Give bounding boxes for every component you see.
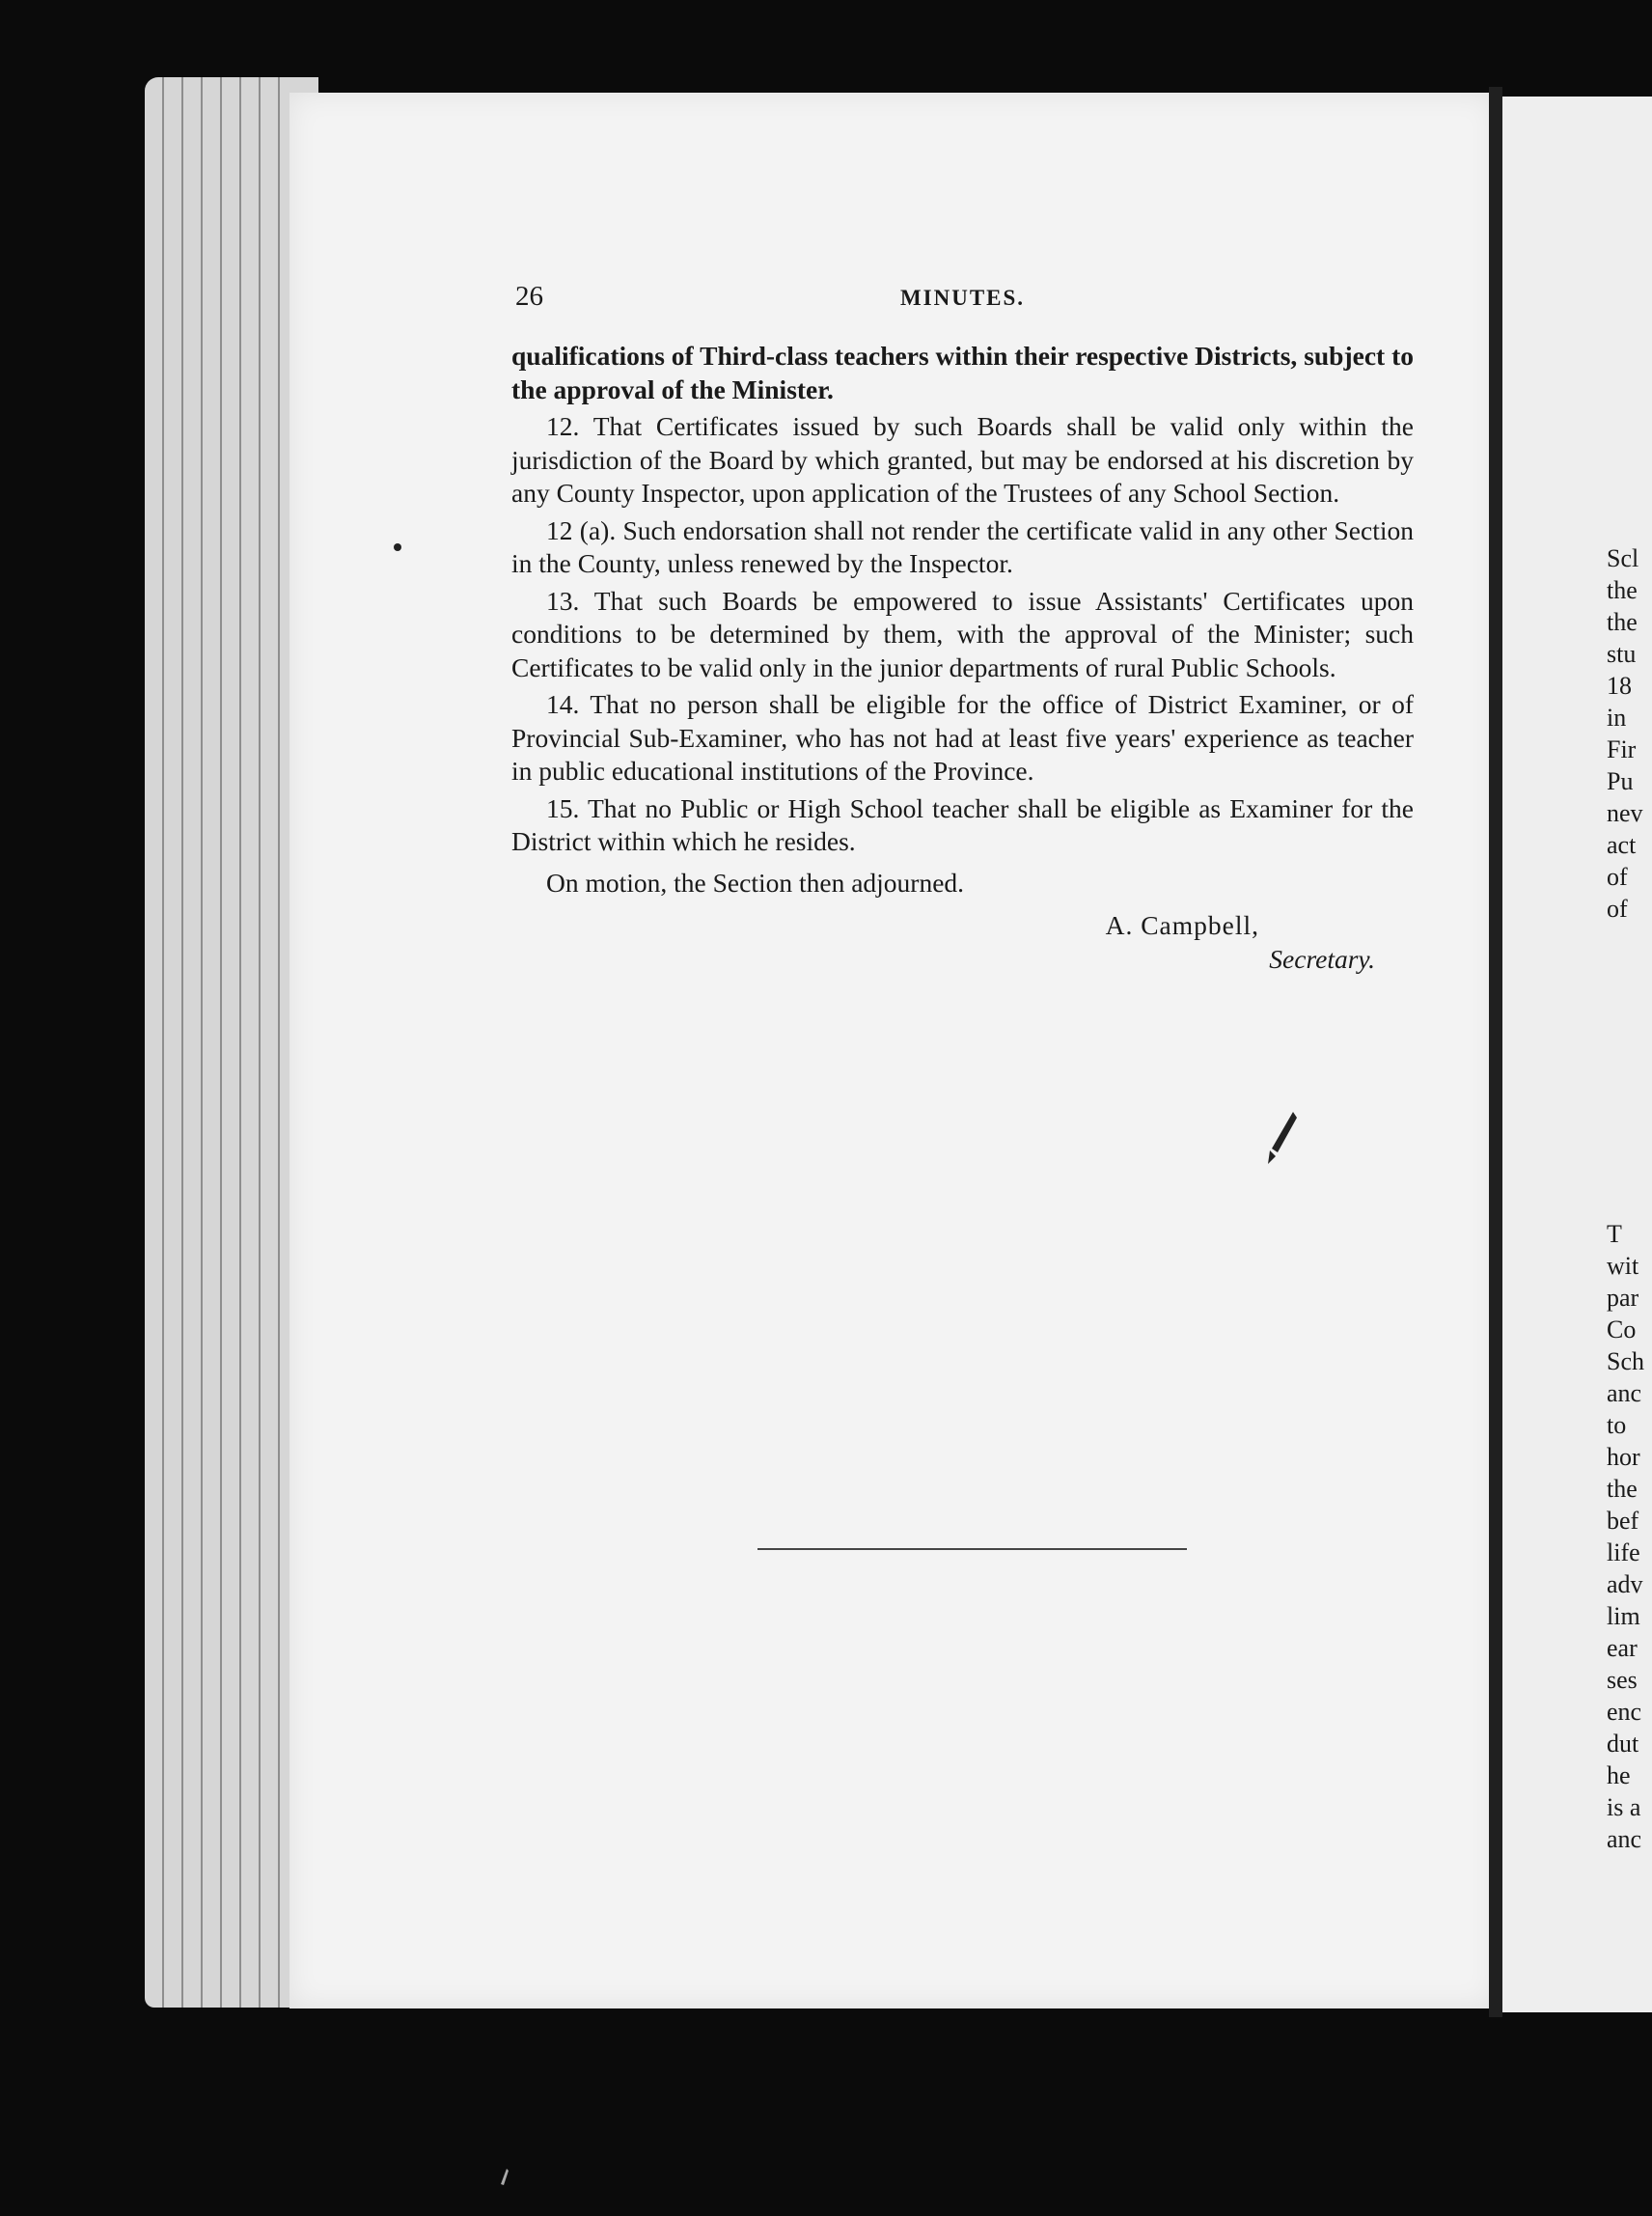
right-fragment: he: [1607, 1761, 1631, 1789]
right-fragment: stu: [1607, 640, 1637, 668]
paragraph-12a: 12 (a). Such endorsation shall not render the certificate valid in any other Section in the County, unless renewed by the Inspector.: [511, 514, 1414, 578]
page-edge-line: [259, 77, 261, 2008]
paragraph-15: 15. That no Public or High School teacher shall be eligible as Examiner for the District within which he resides.: [511, 792, 1414, 856]
right-fragment: of: [1607, 895, 1628, 923]
right-fragment: Co: [1607, 1316, 1637, 1343]
right-fragment: Fir: [1607, 735, 1637, 763]
right-fragment: Sch: [1607, 1347, 1644, 1375]
right-fragment: hor: [1607, 1443, 1640, 1471]
paragraph-13: 13. That such Boards be empowered to issue Assistants' Certificates upon conditions to be determined by them, with the approval of the Minister; such Certificates to be valid only in the junior departments of rural Public Schools.: [511, 585, 1414, 682]
right-fragment: act: [1607, 831, 1637, 859]
right-fragment: in: [1607, 704, 1627, 732]
right-fragment: Pu: [1607, 767, 1634, 795]
signature-block: [511, 909, 1414, 976]
ink-dot-icon: [391, 540, 404, 554]
page-edge-line: [162, 77, 164, 2008]
paragraph-12: 12. That Certificates issued by such Boards shall be valid only within the jurisdiction of the Board by which granted, but may be endorsed at his discretion by any County Inspector, upon application of the Trustees of any School Section.: [511, 411, 1414, 508]
right-page-lower-text: [1607, 1218, 1652, 1855]
ink-speck-icon: [497, 2167, 510, 2188]
page-edge-line: [220, 77, 222, 2008]
book-gutter: [1489, 87, 1502, 2017]
right-fragment: lim: [1607, 1602, 1640, 1630]
right-fragment: 18: [1607, 672, 1632, 700]
right-page-upper-text: [1607, 542, 1652, 925]
right-fragment: wit: [1607, 1252, 1639, 1280]
right-fragment: ear: [1607, 1634, 1638, 1662]
running-head: [511, 280, 1414, 322]
right-fragment: the: [1607, 608, 1638, 636]
signature-name: A. Campbell,: [1105, 910, 1259, 940]
horizontal-rule: [757, 1548, 1187, 1550]
page-edge-line: [239, 77, 241, 2008]
ink-mark-icon: [1264, 1110, 1303, 1168]
running-title: MINUTES.: [899, 286, 1026, 310]
right-fragment: of: [1607, 863, 1628, 891]
signature-title: Secretary.: [1269, 943, 1375, 974]
right-fragment: enc: [1607, 1698, 1642, 1726]
right-fragment: Scl: [1607, 544, 1639, 572]
right-fragment: anc: [1607, 1825, 1642, 1853]
page-text: [511, 280, 1414, 976]
page-edge-line: [278, 77, 280, 2008]
right-fragment: nev: [1607, 799, 1643, 827]
right-fragment: dut: [1607, 1730, 1639, 1758]
right-fragment: adv: [1607, 1570, 1643, 1598]
right-fragment: ses: [1607, 1666, 1638, 1694]
page-number: 26: [515, 281, 543, 312]
right-fragment: is a: [1607, 1793, 1641, 1821]
paragraph-continuation: qualifications of Third-class teachers within their respective Districts, subject to the approval of the Minister.: [511, 341, 1414, 404]
right-fragment: par: [1607, 1284, 1639, 1312]
page-edge-line: [181, 77, 183, 2008]
paragraph-14: 14. That no person shall be eligible for the office of District Examiner, or of Provincial Sub-Examiner, who has not had at least five years' experience as teacher in public educational institutions of the Province.: [511, 689, 1414, 786]
right-fragment: to: [1607, 1411, 1627, 1439]
right-fragment: life: [1607, 1538, 1640, 1566]
right-fragment: the: [1607, 576, 1638, 604]
closing-line: On motion, the Section then adjourned.: [546, 867, 965, 898]
page-edge-line: [201, 77, 203, 2008]
right-fragment: the: [1607, 1475, 1638, 1503]
right-fragment: bef: [1607, 1507, 1639, 1535]
right-fragment: anc: [1607, 1379, 1642, 1407]
right-fragment: T: [1607, 1220, 1622, 1248]
